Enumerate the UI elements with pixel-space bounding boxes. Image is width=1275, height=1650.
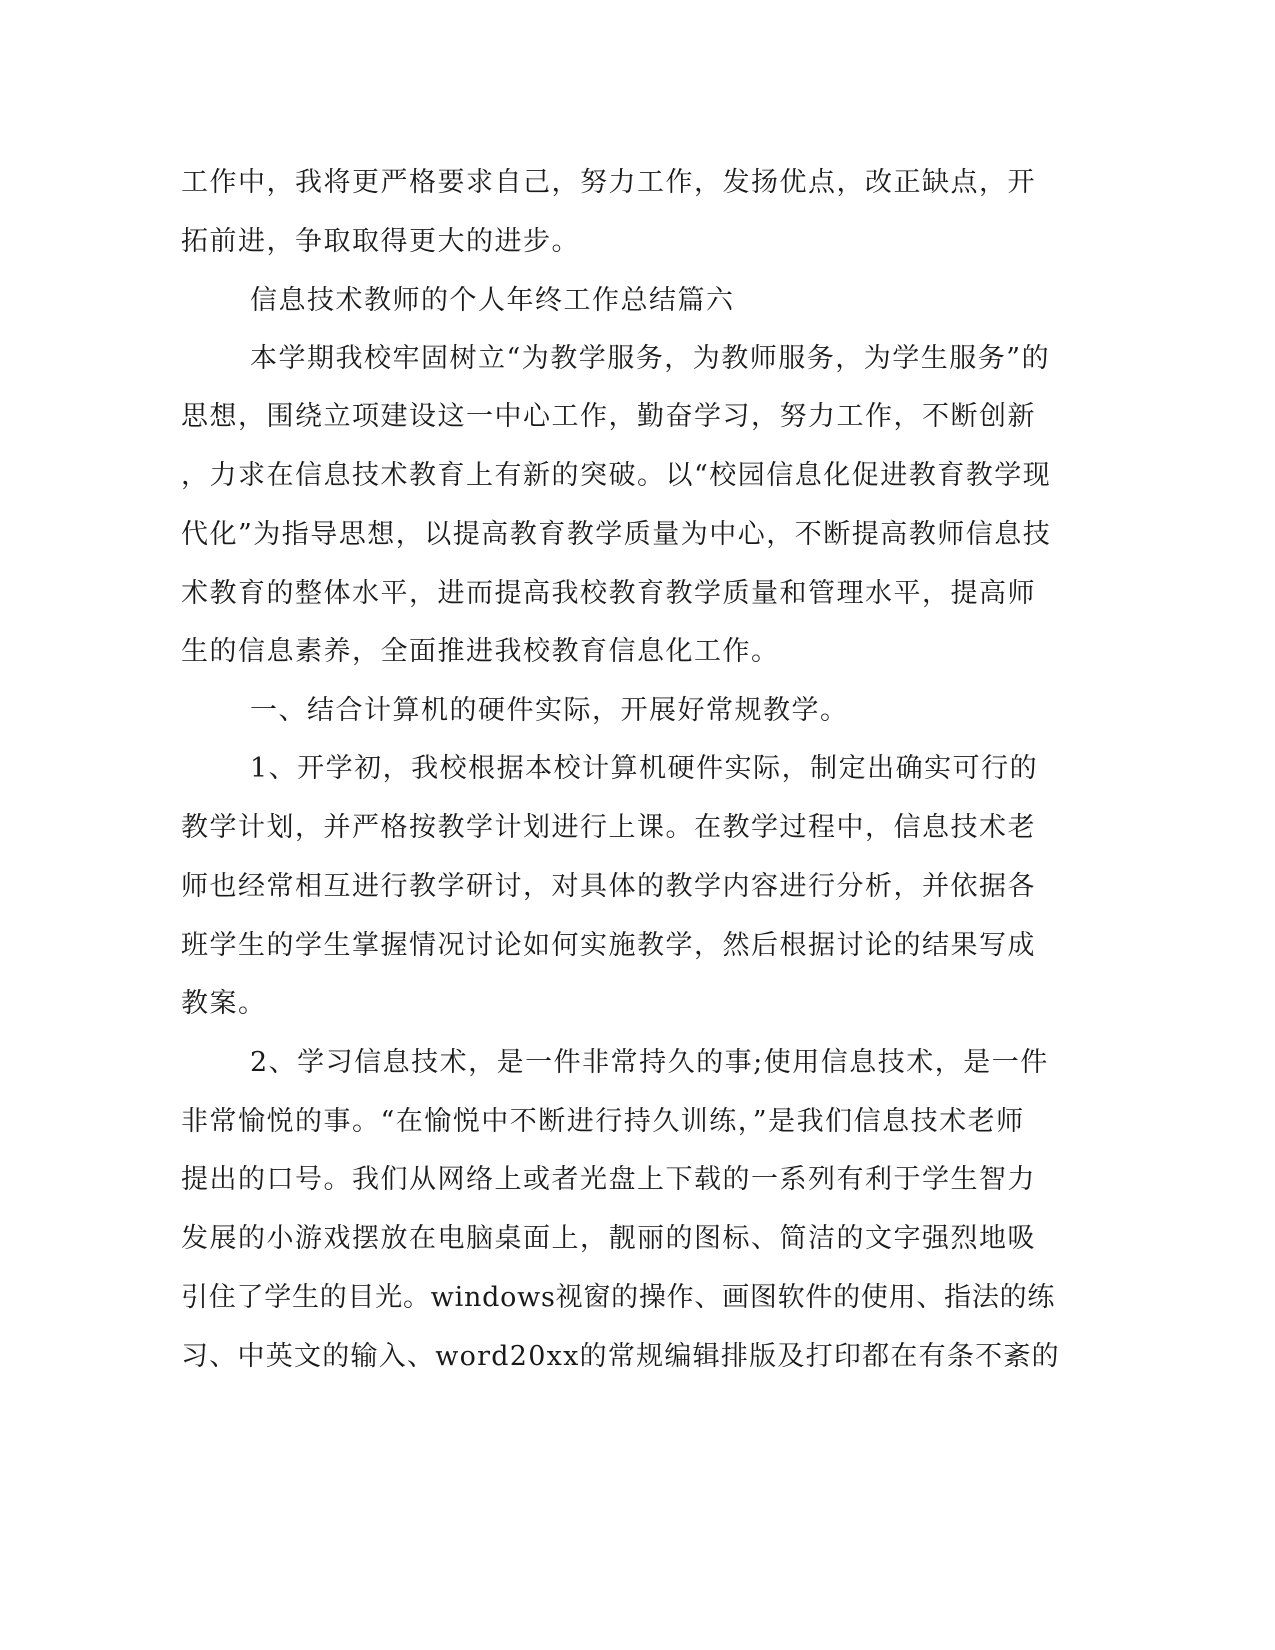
text-line: 生的信息素养，全面推进我校教育信息化工作。: [181, 636, 780, 667]
text-line: 本学期我校牢固树立“为教学服务，为教师服务，为学生服务”的: [250, 343, 1051, 374]
text-line: 提出的口号。我们从网络上或者光盘上下载的一系列有利于学生智力: [181, 1164, 1036, 1195]
text-line: 发展的小游戏摆放在电脑桌面上，靓丽的图标、简洁的文字强烈地吸: [181, 1223, 1036, 1254]
text-line: 非常愉悦的事。“在愉悦中不断进行持久训练，”是我们信息技术老师: [181, 1106, 1025, 1137]
text-line: 1、开学初，我校根据本校计算机硬件实际，制定出确实可行的: [250, 753, 1039, 784]
text-line: 班学生的学生掌握情况讨论如何实施教学，然后根据讨论的结果写成: [181, 930, 1036, 961]
text-line: 师也经常相互进行教学研讨，对具体的教学内容进行分析，并依据各: [181, 871, 1036, 902]
text-line: ，力求在信息技术教育上有新的突破。以“校园信息化促进教育教学现: [181, 460, 1052, 491]
text-line: 术教育的整体水平，进而提高我校教育教学质量和管理水平，提高师: [181, 578, 1036, 609]
text-line: 教案。: [181, 988, 267, 1019]
text-line: 引住了学生的目光。windows视窗的操作、画图软件的使用、指法的练: [181, 1282, 1056, 1313]
subheading: 一、结合计算机的硬件实际，开展好常规教学。: [250, 695, 849, 726]
text-line: 2、学习信息技术，是一件非常持久的事;使用信息技术，是一件: [250, 1047, 1049, 1078]
text-line: 工作中，我将更严格要求自己，努力工作，发扬优点，改正缺点，开: [181, 167, 1036, 198]
text-line: 习、中英文的输入、word20xx的常规编辑排版及打印都在有条不紊的: [181, 1341, 1060, 1372]
text-line: 教学计划，并严格按教学计划进行上课。在教学过程中，信息技术老: [181, 812, 1036, 843]
section-heading: 信息技术教师的个人年终工作总结篇六: [250, 285, 735, 316]
text-line: 拓前进，争取取得更大的进步。: [181, 226, 580, 257]
text-line: 思想，围绕立项建设这一中心工作，勤奋学习，努力工作，不断创新: [181, 401, 1036, 432]
text-line: 代化”为指导思想，以提高教育教学质量为中心，不断提高教师信息技: [181, 519, 1052, 550]
